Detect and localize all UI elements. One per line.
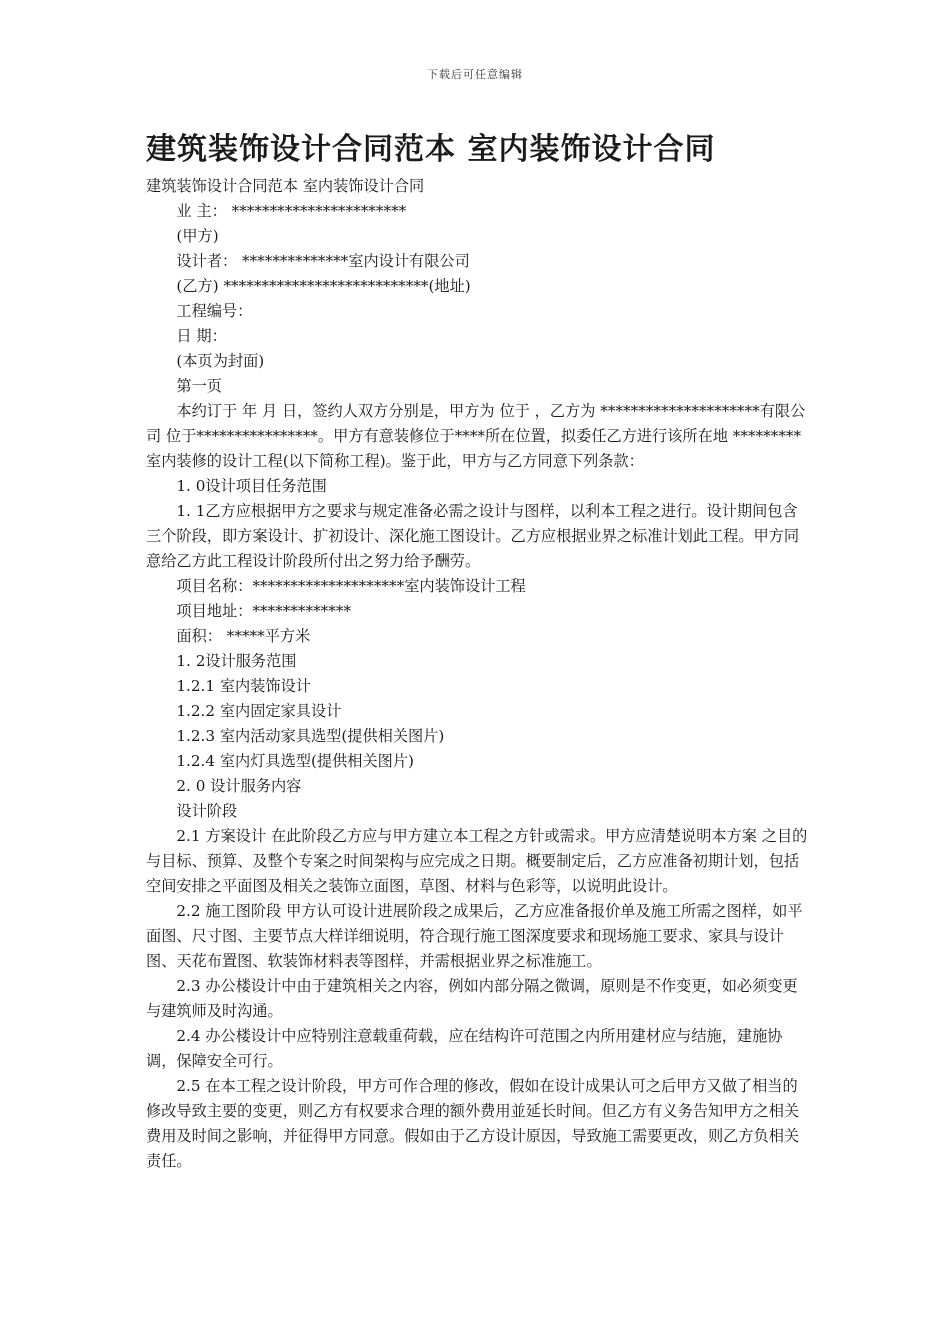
list-item: 1.2.3 室内活动家具选型(提供相关图片) xyxy=(176,727,445,745)
section-heading: 2. 0 设计服务内容 xyxy=(176,777,302,795)
section-heading: 1. 0设计项目任务范围 xyxy=(176,477,327,495)
page-one-label: 第一页 xyxy=(176,377,222,395)
project-name-line: 项目名称：********************室内装饰设计工程 xyxy=(176,577,526,595)
party-b-line: (乙方) ***************************(地址) xyxy=(176,277,471,295)
document-body xyxy=(146,174,810,1174)
clause-paragraph: 2.1 方案设计 在此阶段乙方应与甲方建立本工程之方针或需求。甲方应清楚说明本方案 之目的与目标、预算、及整个专案之时间架构与应完成之日期。概要制定后，乙方应准备初期计划，包括空间安排之平面图及相关之装饰立面图，草图、材料与色彩等，以说明此设计。 xyxy=(146,827,808,895)
subtitle-line: 建筑装饰设计合同范本 室内装饰设计合同 xyxy=(146,177,425,195)
design-stage-label: 设计阶段 xyxy=(176,802,238,820)
agreement-paragraph: 本约订于 年 月 日，签约人双方分别是，甲方为 位于 ，乙方为 *********************有限公司 位于****************。甲方有意装修位于****所在位置，拟委任乙方进行该所在地 *********室内装修的设计工程(以下简称工程)。鉴于此，甲方与乙方同意下列条款： xyxy=(146,402,806,470)
section-heading: 1. 2设计服务范围 xyxy=(176,652,297,670)
project-address-line: 项目地址：************* xyxy=(176,602,352,620)
list-item: 1.2.4 室内灯具选型(提供相关图片) xyxy=(176,752,414,770)
header-note: 下载后可任意编辑 xyxy=(427,68,523,81)
party-a-label: (甲方) xyxy=(176,227,219,245)
designer-line: 设计者： **************室内设计有限公司 xyxy=(176,252,470,270)
clause-paragraph: 1. 1乙方应根据甲方之要求与规定准备必需之设计与图样，以利本工程之进行。设计期间包含三个阶段，即方案设计、扩初设计、深化施工图设计。乙方应根据业界之标准计划此工程。甲方同意给乙方此工程设计阶段所付出之努力给予酬劳。 xyxy=(146,502,800,570)
list-item: 1.2.2 室内固定家具设计 xyxy=(176,702,342,720)
date-line: 日 期： xyxy=(176,327,227,345)
clause-paragraph: 2.3 办公楼设计中由于建筑相关之内容，例如内部分隔之微调，原则是不作变更，如必须变更与建筑师及时沟通。 xyxy=(146,977,798,1020)
project-number-line: 工程编号： xyxy=(176,302,253,320)
owner-line: 业 主： *********************** xyxy=(176,202,407,220)
area-line: 面积： *****平方米 xyxy=(176,627,311,645)
document-title: 建筑装饰设计合同范本 室内装饰设计合同 xyxy=(146,132,716,167)
cover-note: (本页为封面) xyxy=(176,352,265,370)
list-item: 1.2.1 室内装饰设计 xyxy=(176,677,311,695)
clause-paragraph: 2.2 施工图阶段 甲方认可设计进展阶段之成果后，乙方应准备报价单及施工所需之图样，如平面图、尺寸图、主要节点大样详细说明，符合现行施工图深度要求和现场施工要求、家具与设计图、天花布置图、软装饰材料表等图样，并需根据业界之标准施工。 xyxy=(146,902,803,970)
clause-paragraph: 2.4 办公楼设计中应特别注意载重荷载，应在结构许可范围之内所用建材应与结施，建施协调，保障安全可行。 xyxy=(146,1027,783,1070)
clause-paragraph: 2.5 在本工程之设计阶段，甲方可作合理的修改，假如在设计成果认可之后甲方又做了相当的修改导致主要的变更，则乙方有权要求合理的额外费用並延长时间。但乙方有义务告知甲方之相关费用及时间之影响，并征得甲方同意。假如由于乙方设计原因，导致施工需要更改，则乙方负相关责任。 xyxy=(146,1077,800,1170)
